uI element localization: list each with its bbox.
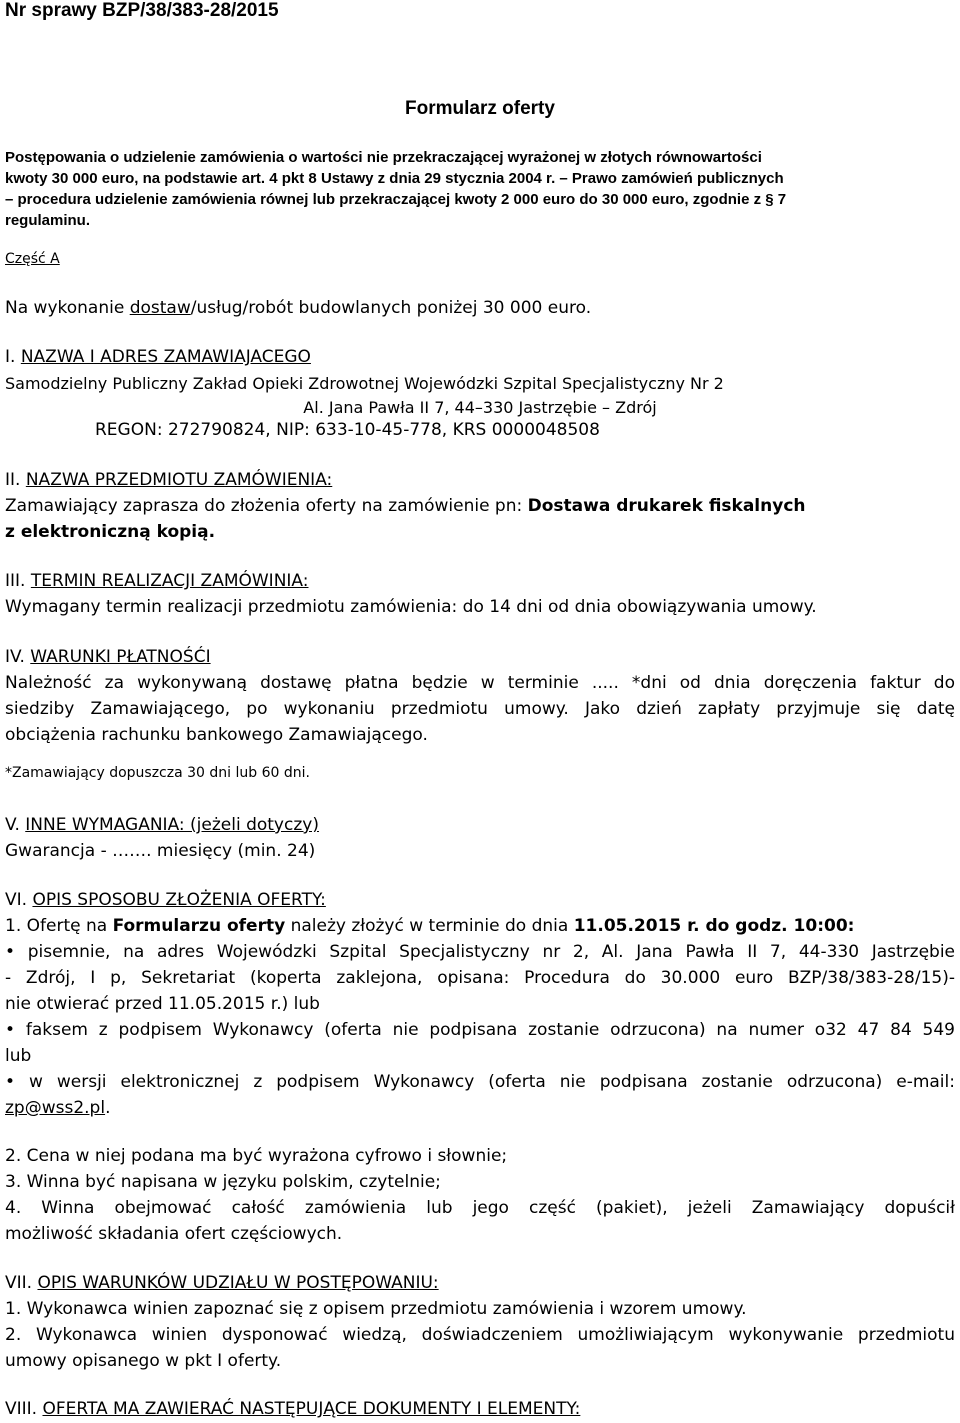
email-link[interactable]: zp@wss2.pl: [5, 1098, 106, 1118]
section-4-heading: [5, 647, 211, 667]
section-1-num: I.: [5, 347, 16, 367]
section-3-heading: [5, 571, 308, 591]
subject-prefix: Na wykonanie: [5, 298, 130, 318]
deadline-part-a: 1. Ofertę na: [5, 916, 113, 936]
section-2-title: NAZWA PRZEDMIOTU ZAMÓWIENIA:: [25, 470, 333, 490]
offer-rule-4-line-2: możliwość składania ofert częściowych.: [5, 1224, 343, 1244]
section-2-heading: [5, 470, 332, 490]
intro-line-2: kwoty 30 000 euro, na podstawie art. 4 pkt 8 Ustawy z dnia 29 stycznia 2004 r. – Prawo zamówień publicznych: [5, 170, 784, 187]
section-1-heading: [5, 347, 311, 367]
section-5-title: INNE WYMAGANIA: (jeżeli dotyczy): [25, 815, 319, 835]
subject-link[interactable]: dostaw: [129, 298, 191, 318]
completion-deadline: Wymagany termin realizacji przedmiotu zamówienia: do 14 dni od dnia obowiązywania umowy.: [5, 597, 817, 617]
part-a-subject: [5, 298, 591, 318]
section-2-num: II.: [5, 470, 21, 490]
offer-rule-2: 2. Cena w niej podana ma być wyrażona cyfrowo i słownie;: [5, 1146, 508, 1166]
section-4-title: WARUNKI PŁATNOŚĆI: [30, 647, 211, 667]
section-7-heading: [5, 1273, 439, 1293]
payment-line-3: obciążenia rachunku bankowego Zamawiającego.: [5, 725, 428, 745]
condition-2-line-2: umowy opisanego w pkt I oferty.: [5, 1351, 282, 1371]
section-6-heading: [5, 890, 326, 910]
intro-line-4: regulaminu.: [5, 212, 91, 229]
ordering-party-registry: REGON: 272790824, NIP: 633-10-45-778, KRS 0000048508: [95, 420, 600, 440]
section-7-title: OPIS WARUNKÓW UDZIAŁU W POSTĘPOWANIU:: [37, 1273, 439, 1293]
email-end: .: [105, 1098, 111, 1118]
deadline-part-c: należy złożyć w terminie do dnia: [285, 916, 574, 936]
condition-2-line-1: 2. Wykonawca winien dysponować wiedzą, doświadczeniem umożliwiającym wykonywanie przedmiotu: [5, 1325, 955, 1345]
bullet-1-line-2: - Zdrój, I p, Sekretariat (koperta zaklejona, opisana: Procedura do 30.000 euro BZP/38/383-28/15)-: [5, 968, 955, 988]
bullet-3-line-2: [5, 1098, 110, 1118]
condition-1: 1. Wykonawca winien zapoznać się z opisem przedmiotu zamówienia i wzorem umowy.: [5, 1299, 747, 1319]
payment-line-1: Należność za wykonywaną dostawę płatna będzie w terminie ..... *dni od dnia doręczenia faktur do: [5, 673, 955, 693]
deadline-part-b: Formularzu oferty: [112, 916, 286, 936]
warranty-line: Gwarancja - ……. miesięcy (min. 24): [5, 841, 316, 861]
section-3-num: III.: [5, 571, 26, 591]
subject-bold-2: z elektroniczną kopią.: [5, 522, 216, 542]
section-7-num: VII.: [5, 1273, 33, 1293]
section-6-num: VI.: [5, 890, 28, 910]
subject-suffix: /usług/robót budowlanych poniżej 30 000 euro.: [190, 298, 592, 318]
payment-line-2: siedziby Zamawiającego, po wykonaniu przedmiotu umowy. Jako dzień zapłaty przyjmuje się datę: [5, 699, 955, 719]
part-a-label: Część A: [5, 251, 60, 267]
section-4-num: IV.: [5, 647, 25, 667]
bullet-3-line-1: • w wersji elektronicznej z podpisem Wykonawcy (oferta nie podpisana zostanie odrzucona) e-mail:: [5, 1072, 955, 1092]
ordering-party-address: Al. Jana Pawła II 7, 44–330 Jastrzębie – Zdrój: [303, 398, 657, 417]
ordering-party-name: Samodzielny Publiczny Zakład Opieki Zdrowotnej Wojewódzki Szpital Specjalistyczny Nr 2: [5, 374, 724, 393]
section-6-title: OPIS SPOSOBU ZŁOŻENIA OFERTY:: [32, 890, 326, 910]
section-5-heading: [5, 815, 319, 835]
section-1-title: NAZWA I ADRES ZAMAWIAJACEGO: [20, 347, 311, 367]
bullet-1-line-3: nie otwierać przed 11.05.2015 r.) lub: [5, 994, 320, 1014]
offer-deadline: [5, 916, 854, 936]
deadline-part-d: 11.05.2015 r. do godz. 10:00:: [573, 916, 855, 936]
bullet-2-line-2: lub: [5, 1046, 32, 1066]
case-number: Nr sprawy BZP/38/383-28/2015: [5, 0, 279, 21]
section-8-num: VIII.: [5, 1399, 38, 1419]
bullet-1-line-1: • pisemnie, na adres Wojewódzki Szpital Specjalistyczny nr 2, Al. Jana Pawła II 7, 44-330 Jastrzębie: [5, 942, 955, 962]
subject-text: Zamawiający zaprasza do złożenia oferty na zamówienie pn:: [5, 496, 528, 516]
section-3-title: TERMIN REALIZACJI ZAMÓWINIA:: [30, 571, 309, 591]
section-8-heading: [5, 1399, 580, 1419]
bullet-2-line-1: • faksem z podpisem Wykonawcy (oferta nie podpisana zostanie odrzucona) na numer o32 47 84 549: [5, 1020, 955, 1040]
intro-line-3: – procedura udzielenie zamówienia równej lub przekraczającej kwoty 2 000 euro do 30 000 euro, zgodnie z § 7: [5, 191, 787, 208]
offer-rule-3: 3. Winna być napisana w języku polskim, czytelnie;: [5, 1172, 441, 1192]
payment-note: *Zamawiający dopuszcza 30 dni lub 60 dni.: [5, 765, 310, 781]
intro-line-1: Postępowania o udzielenie zamówienia o wartości nie przekraczającej wyrażonej w złotych równowartości: [5, 149, 762, 166]
section-8-title: OFERTA MA ZAWIERAĆ NASTĘPUJĄCE DOKUMENTY I ELEMENTY:: [42, 1399, 581, 1419]
document-title: Formularz oferty: [405, 98, 555, 119]
offer-rule-4-line-1: 4. Winna obejmować całość zamówienia lub jego część (pakiet), jeżeli Zamawiający dopuścił: [5, 1198, 955, 1218]
subject-line-1: [5, 496, 806, 516]
section-5-num: V.: [5, 815, 20, 835]
subject-bold-1: Dostawa drukarek fiskalnych: [527, 496, 806, 516]
